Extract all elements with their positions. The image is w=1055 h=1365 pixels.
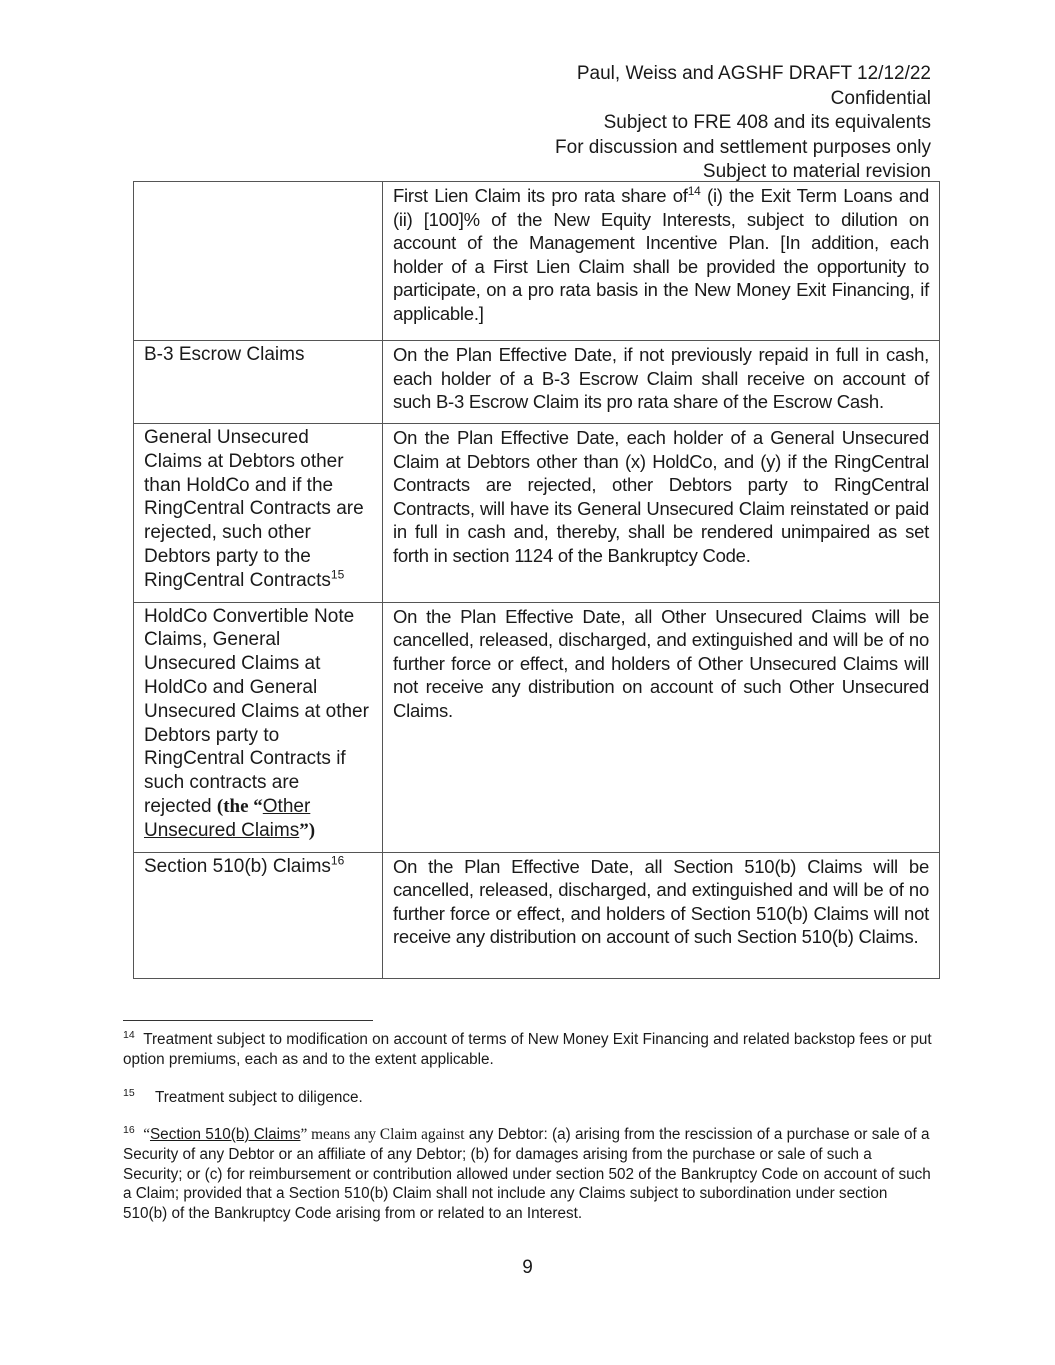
page-number: 9 <box>522 1257 533 1278</box>
footnote-defined-term: Section 510(b) Claims <box>149 1126 301 1143</box>
treatment-cell <box>383 182 940 341</box>
claim-label-cell <box>134 852 383 978</box>
fre-line: Subject to FRE 408 and its equivalents <box>603 112 931 133</box>
defined-term-close: ”) <box>299 819 316 841</box>
footnote-text: any Debtor: (a) arising from the rescission of a purchase or sale of a Security of any Debtor or an affiliate of any Debtor; (b) for damages arising from the purchase or sale of such a Security; or (c) for reimbursement or contribution allowed under section 502 of the Bankruptcy Code on account of such a Claim; provided that a Section 510(b) Claim shall not include any Claims subject to subordination under section 510(b) of the Bankruptcy Code arising from or related to an Interest. <box>123 1126 931 1223</box>
treatment-table <box>133 181 940 979</box>
footnote-text: Treatment subject to diligence. <box>155 1089 363 1106</box>
discussion-line: For discussion and settlement purposes only <box>555 136 931 158</box>
defined-term-open: (the “ <box>216 795 263 817</box>
footnote-ref-16: 16 <box>330 853 345 868</box>
treatment-cell: On the Plan Effective Date, all Section 510(b) Claims will be cancelled, released, discharged, and extinguished and will be of no further force or effect, and holders of Section 510(b) Claims will not receive any distribution on account of such Section 510(b) Claims. <box>383 852 940 978</box>
treatment-text: First Lien Claim its pro rata share of <box>393 185 688 206</box>
footnote-15: $^{15}$ Treatment subject to diligence. <box>123 1086 363 1106</box>
footnote-number: 16 <box>123 1123 135 1136</box>
revision-line: Subject to material revision <box>702 161 931 182</box>
table-row <box>134 602 940 852</box>
treatment-text: (i) the Exit Term Loans and (ii) [100]% of the New Equity Interests, subject to dilution on account of the Management Incentive Plan. [In addition, each holder of a First Lien Claim shall be provided the opportunity to participate, on a pro rata basis in the New Money Exit Financing, if applicable.] <box>393 185 929 324</box>
treatment-cell: On the Plan Effective Date, if not previously repaid in full in cash, each holder of a B-3 Escrow Claim shall receive on account of such B-3 Escrow Claim its pro rata share of the Escrow Cash. <box>383 341 940 424</box>
table-row <box>134 852 940 978</box>
claim-label: General Unsecured Claims at Debtors other than HoldCo and if the RingCentral Contracts are rejected, such other Debtors party to the RingCentral Contracts <box>144 427 364 591</box>
footnote-number: 14 <box>123 1028 135 1041</box>
claim-label-cell <box>134 424 383 603</box>
defined-term: Other Unsecured Claims <box>144 795 311 841</box>
claim-label: HoldCo Convertible Note Claims, General Unsecured Claims at HoldCo and General Unsecured Claims at other Debtors party to RingCentral Contracts if such contracts are rejected <box>144 605 369 817</box>
treatment-cell: On the Plan Effective Date, each holder of a General Unsecured Claim at Debtors other than (x) HoldCo, and (y) if the RingCentral Contracts are rejected, other Debtors party to RingCentral Contracts, will have its General Unsecured Claim reinstated or paid in full in cash and, thereby, shall be rendered unimpaired as set forth in section 1124 of the Bankruptcy Code. <box>383 424 940 603</box>
table-row <box>134 341 940 424</box>
footnote-open-quote: “ <box>143 1126 150 1143</box>
footnote-ref-15: 15 <box>330 567 345 582</box>
draft-line: Paul, Weiss and AGSHF DRAFT 12/12/22 <box>576 63 931 84</box>
claim-label-cell <box>134 182 383 341</box>
footnote-close-quote: ” means any Claim against <box>300 1126 465 1143</box>
footnote-divider <box>123 1020 373 1021</box>
claim-label-cell <box>134 602 383 852</box>
document-header <box>555 62 931 185</box>
table-row <box>134 182 940 341</box>
footnote-14 <box>123 1030 933 1070</box>
confidential-line: Confidential <box>830 87 931 109</box>
claim-label-cell: B-3 Escrow Claims <box>134 341 383 424</box>
footnote-ref-14: 14 <box>687 183 701 198</box>
footnote-text: Treatment subject to modification on account of terms of New Money Exit Financing and related backstop fees or put option premiums, each as and to the extent applicable. <box>123 1031 932 1068</box>
table-row <box>134 424 940 603</box>
footnote-16 <box>123 1125 933 1224</box>
treatment-cell: On the Plan Effective Date, all Other Unsecured Claims will be cancelled, released, discharged, and extinguished and will be of no further force or effect, and holders of Other Unsecured Claims will not receive any distribution on account of such Other Unsecured Claims. <box>383 602 940 852</box>
claim-label: Section 510(b) Claims <box>144 855 331 877</box>
